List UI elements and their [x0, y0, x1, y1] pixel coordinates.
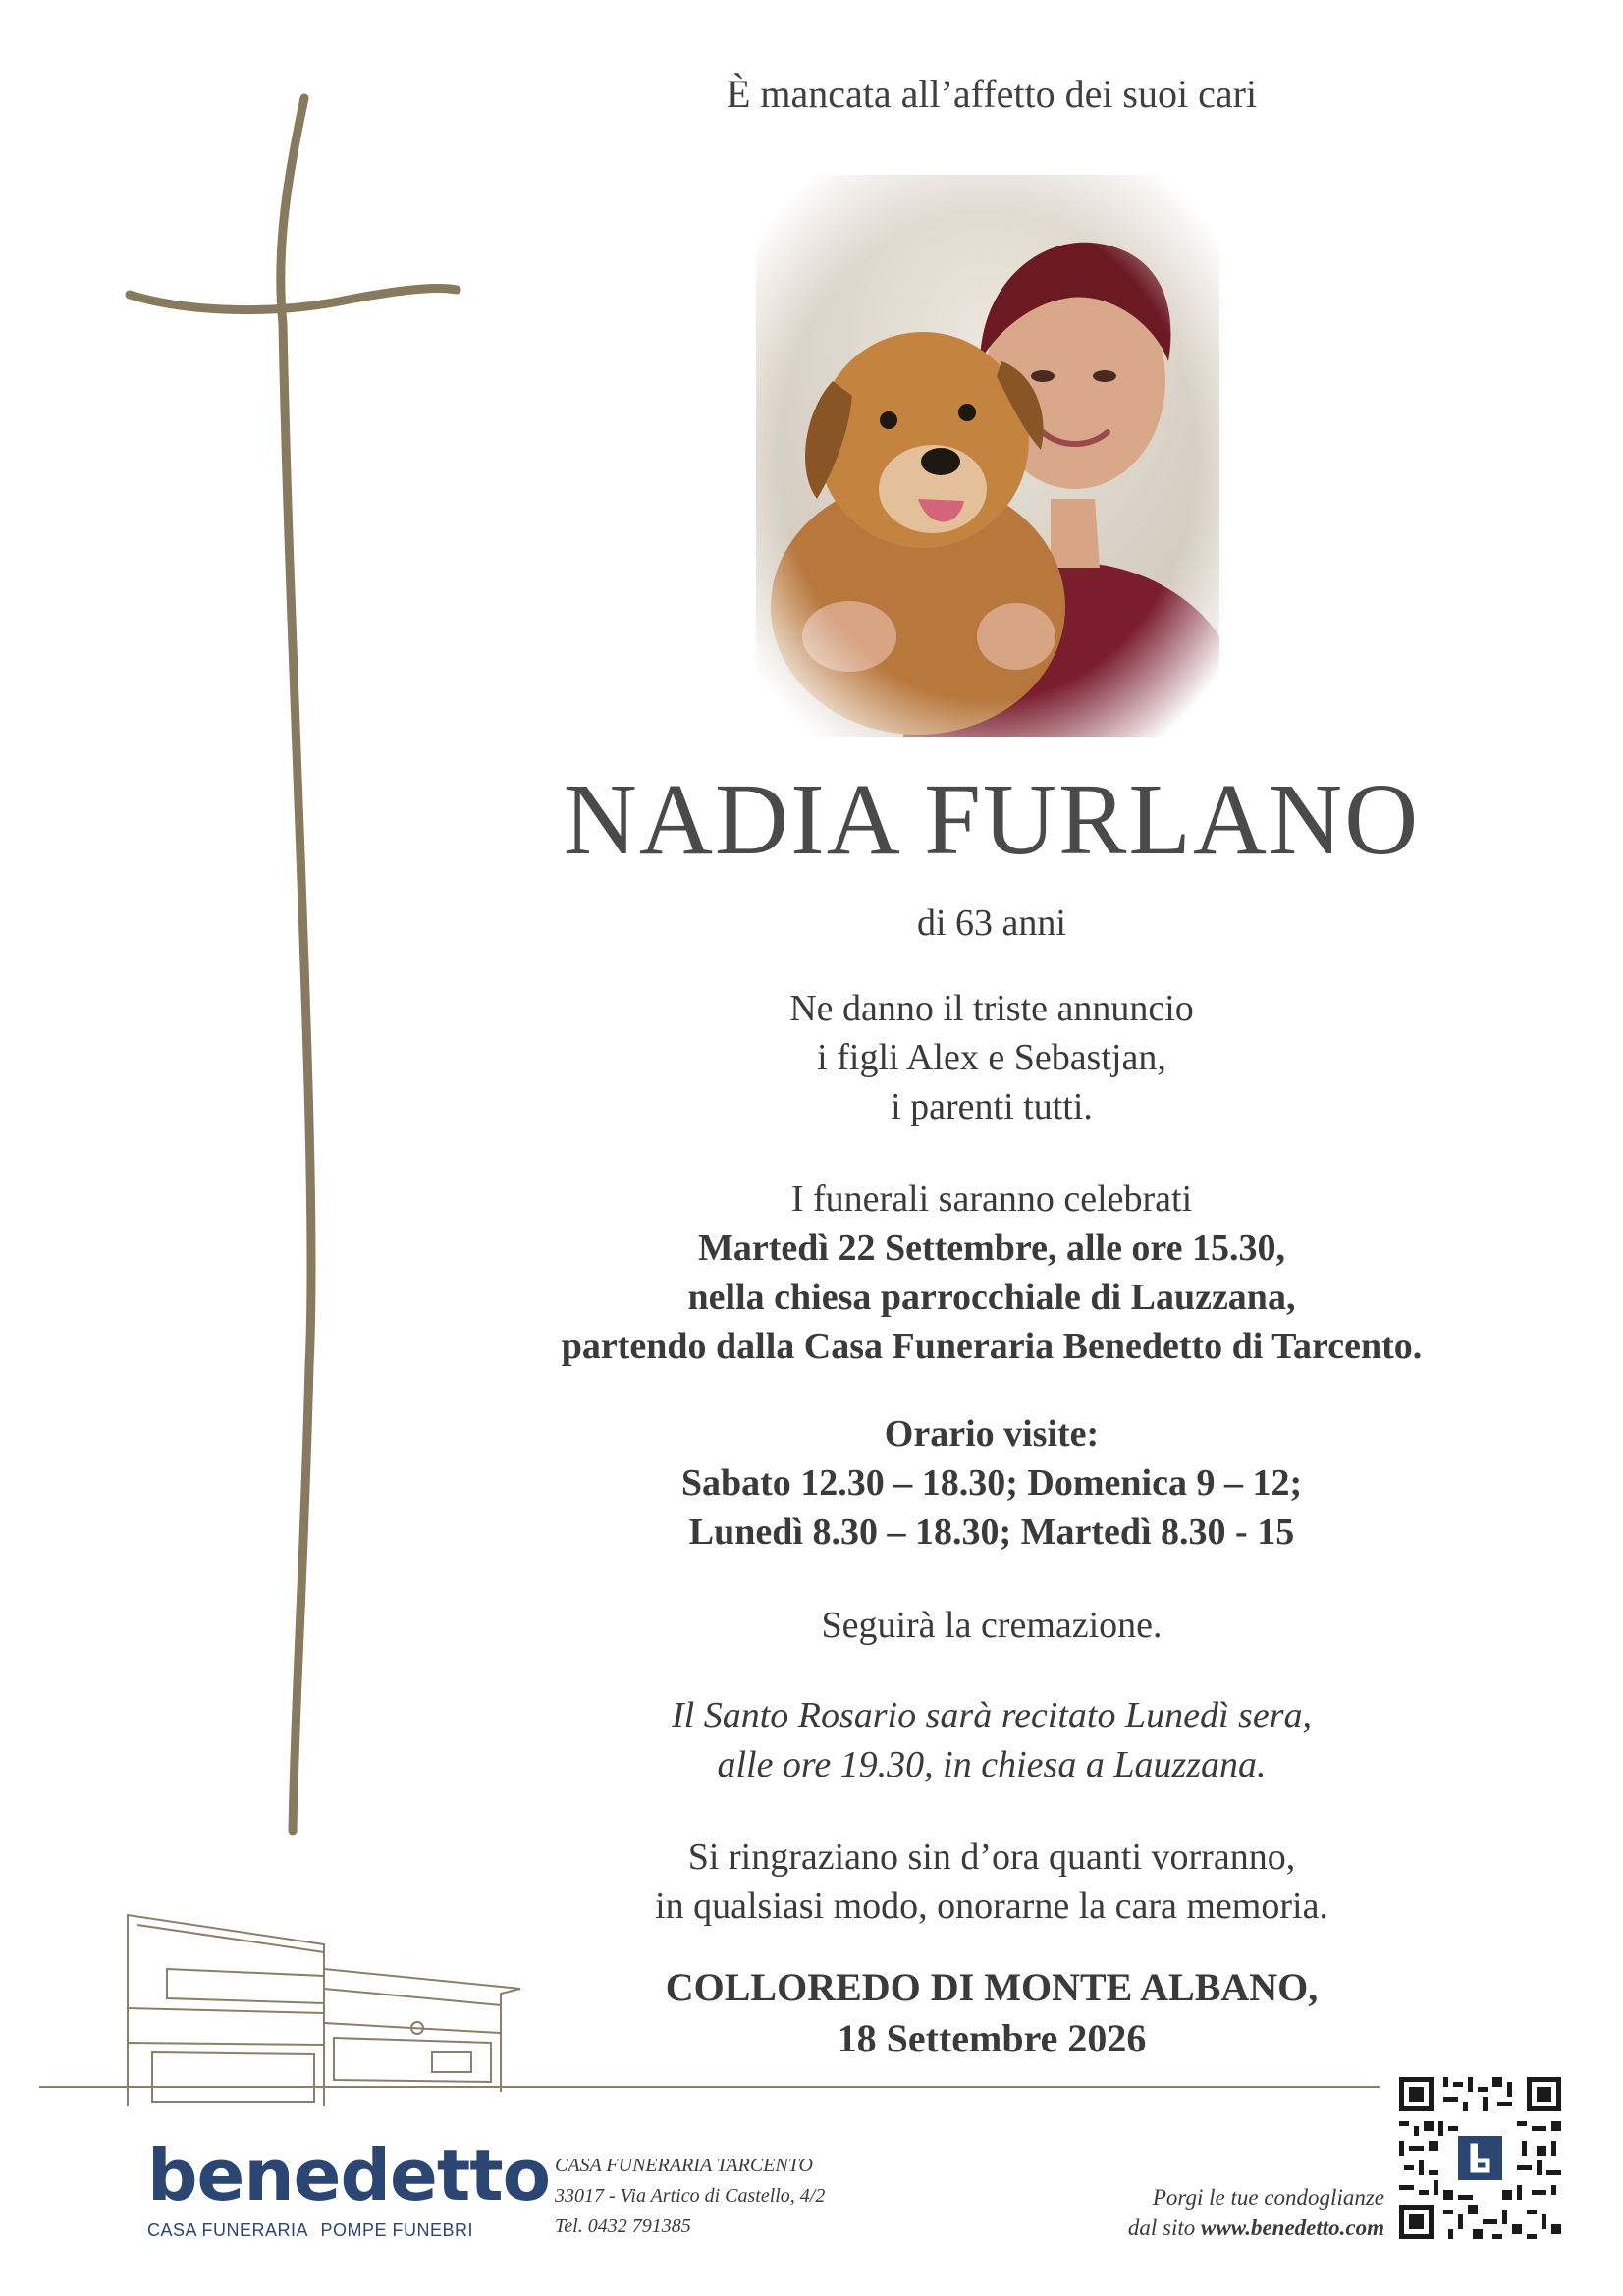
visits-line: Lunedì 8.30 – 18.30; Martedì 8.30 - 15 — [688, 1511, 1295, 1553]
cremation-text — [471, 1601, 1512, 1650]
condolences-line — [1001, 2213, 1384, 2243]
funeral-line: partendo dalla Casa Funeraria Benedetto di Tarcento. — [561, 1326, 1423, 1367]
benedetto-logo — [147, 2134, 551, 2241]
rosary-line: Il Santo Rosario sarà recitato Lunedì sera, — [672, 1695, 1312, 1736]
address-block — [555, 2151, 825, 2242]
announcement-line: Ne danno il triste annuncio — [789, 988, 1194, 1029]
building-icon — [39, 1895, 1394, 2111]
portrait-photo — [756, 175, 1219, 737]
visits-line: Sabato 12.30 – 18.30; Domenica 9 – 12; — [680, 1462, 1303, 1503]
condolences-site-link[interactable]: www.benedetto.com — [1201, 2215, 1384, 2240]
cross-icon — [118, 88, 471, 1856]
deceased-age: di 63 anni — [917, 902, 1066, 944]
funeral-line: Martedì 22 Settembre, alle ore 15.30, — [698, 1228, 1285, 1269]
funeral-block — [471, 1175, 1512, 1371]
condolences-block — [1001, 2182, 1384, 2243]
qr-code-icon[interactable] — [1399, 2077, 1561, 2239]
funeral-line: nella chiesa parrocchiale di Lauzzana, — [687, 1277, 1296, 1318]
address-line: Tel. 0432 791385 — [555, 2215, 691, 2237]
announcement-line: i figli Alex e Sebastjan, — [817, 1037, 1166, 1078]
logo-wordmark: benedetto — [147, 2134, 551, 2216]
rosary-block — [471, 1691, 1512, 1789]
condolences-prefix: dal sito — [1127, 2215, 1202, 2240]
thanks-line: Si ringraziano sin d’ora quanti vorranno, — [687, 1836, 1296, 1878]
funeral-intro: I funerali saranno celebrati — [790, 1178, 1193, 1220]
rosary-line: alle ore 19.30, in chiesa a Lauzzana. — [717, 1744, 1267, 1785]
visits-block — [471, 1409, 1512, 1557]
place-line: COLLOREDO DI MONTE ALBANO, — [665, 1965, 1319, 2009]
address-line: CASA FUNERARIA TARCENTO — [555, 2155, 813, 2176]
logo-sub-left: CASA FUNERARIA — [147, 2220, 309, 2240]
date-line: 18 Settembre 2026 — [837, 2016, 1147, 2060]
deceased-name: NADIA FURLANO — [563, 763, 1421, 876]
condolences-line: Porgi le tue condoglianze — [1152, 2185, 1384, 2210]
address-line: 33017 - Via Artico di Castello, 4/2 — [555, 2185, 826, 2207]
logo-sub-right: POMPE FUNEBRI — [320, 2220, 473, 2240]
visits-title: Orario visite: — [884, 1413, 1100, 1454]
announcement-line: i parenti tutti. — [891, 1086, 1093, 1127]
logo-subtitle — [147, 2220, 473, 2241]
announcement-block — [471, 984, 1512, 1131]
thanks-line: in qualsiasi modo, onorarne la cara memoria. — [655, 1886, 1328, 1927]
intro-text: È mancata all’affetto dei suoi cari — [726, 72, 1258, 116]
cremation-line: Seguirà la cremazione. — [821, 1605, 1163, 1646]
